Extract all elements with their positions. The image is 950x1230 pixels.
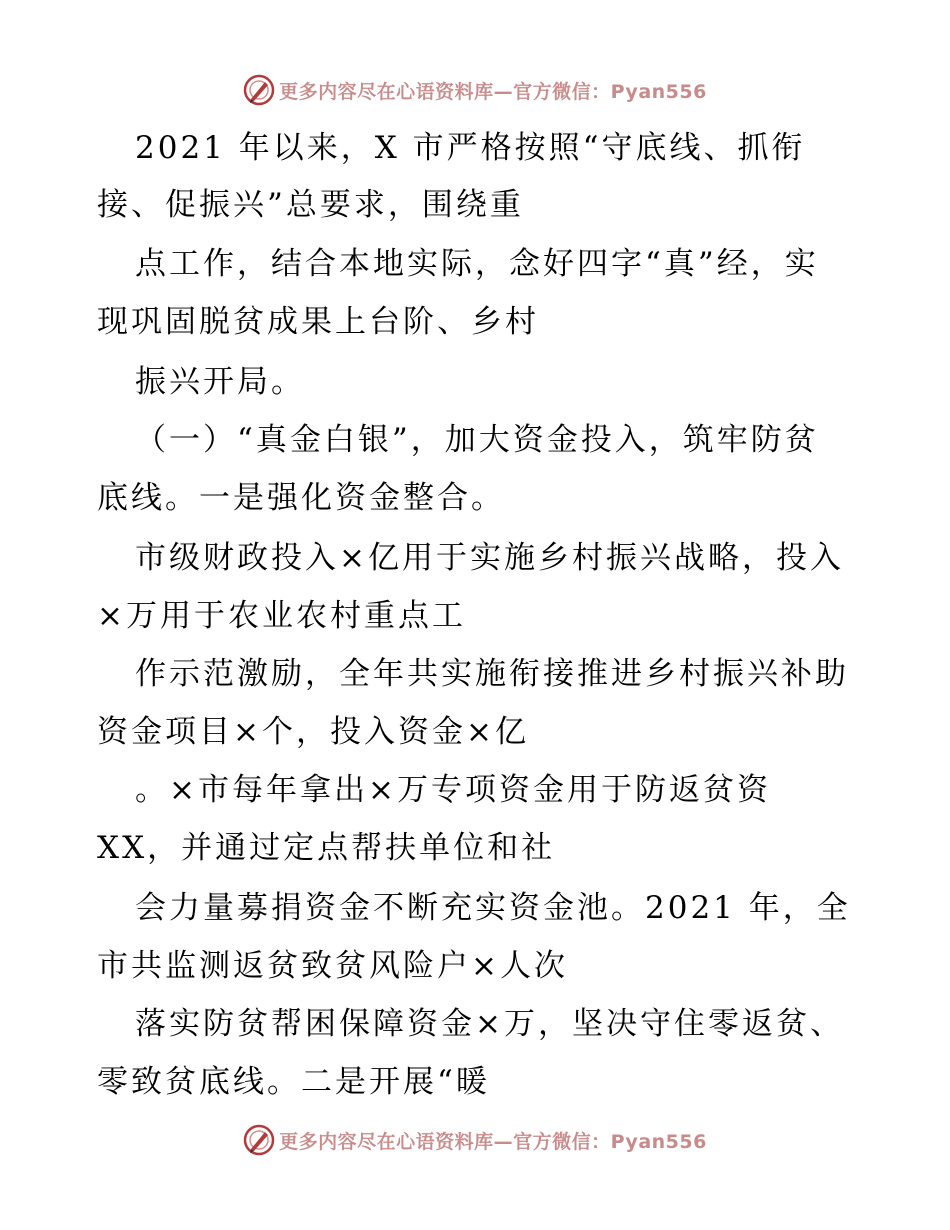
body-line: 落实防贫帮困保障资金×万，坚决守住零返贫、 bbox=[135, 1006, 844, 1042]
header-watermark-text: 更多内容尽在心语资料库—官方微信：Pyan556 bbox=[279, 80, 707, 103]
body-line: 现巩固脱贫成果上台阶、乡村 bbox=[97, 304, 539, 340]
footer-watermark bbox=[0, 1120, 950, 1160]
body-line: 。×市每年拿出×万专项资金用于防返贫资 bbox=[135, 772, 771, 808]
body-line: 作示范激励，全年共实施衔接推进乡村振兴补助 bbox=[135, 656, 849, 692]
body-line: XX，并通过定点帮扶单位和社 bbox=[97, 830, 556, 866]
body-line: 零致贫底线。二是开展“暖 bbox=[97, 1064, 490, 1100]
body-line: 点工作，结合本地实际，念好四字“真”经，实 bbox=[135, 246, 819, 282]
body-line: ×万用于农业农村重点工 bbox=[97, 598, 466, 634]
body-line: 接、促振兴”总要求，围绕重 bbox=[97, 187, 524, 223]
body-line: 底线。一是强化资金整合。 bbox=[97, 480, 505, 516]
footer-watermark-text: 更多内容尽在心语资料库—官方微信：Pyan556 bbox=[279, 1130, 707, 1153]
body-line: 资金项目×个，投入资金×亿 bbox=[97, 714, 529, 750]
header-watermark bbox=[0, 70, 950, 110]
pen-logo-icon bbox=[243, 1124, 275, 1156]
body-line: 振兴开局。 bbox=[135, 364, 305, 400]
body-line: 会力量募捐资金不断充实资金池。2021 年，全 bbox=[135, 890, 851, 926]
body-line: （一）“真金白银”，加大资金投入，筑牢防贫 bbox=[135, 422, 819, 458]
body-line: 市共监测返贫致贫风险户×人次 bbox=[97, 948, 568, 984]
pen-logo-icon bbox=[243, 74, 275, 106]
body-line: 市级财政投入×亿用于实施乡村振兴战略，投入 bbox=[135, 540, 844, 576]
body-line: 2021 年以来，X 市严格按照“守底线、抓衔 bbox=[135, 130, 806, 166]
